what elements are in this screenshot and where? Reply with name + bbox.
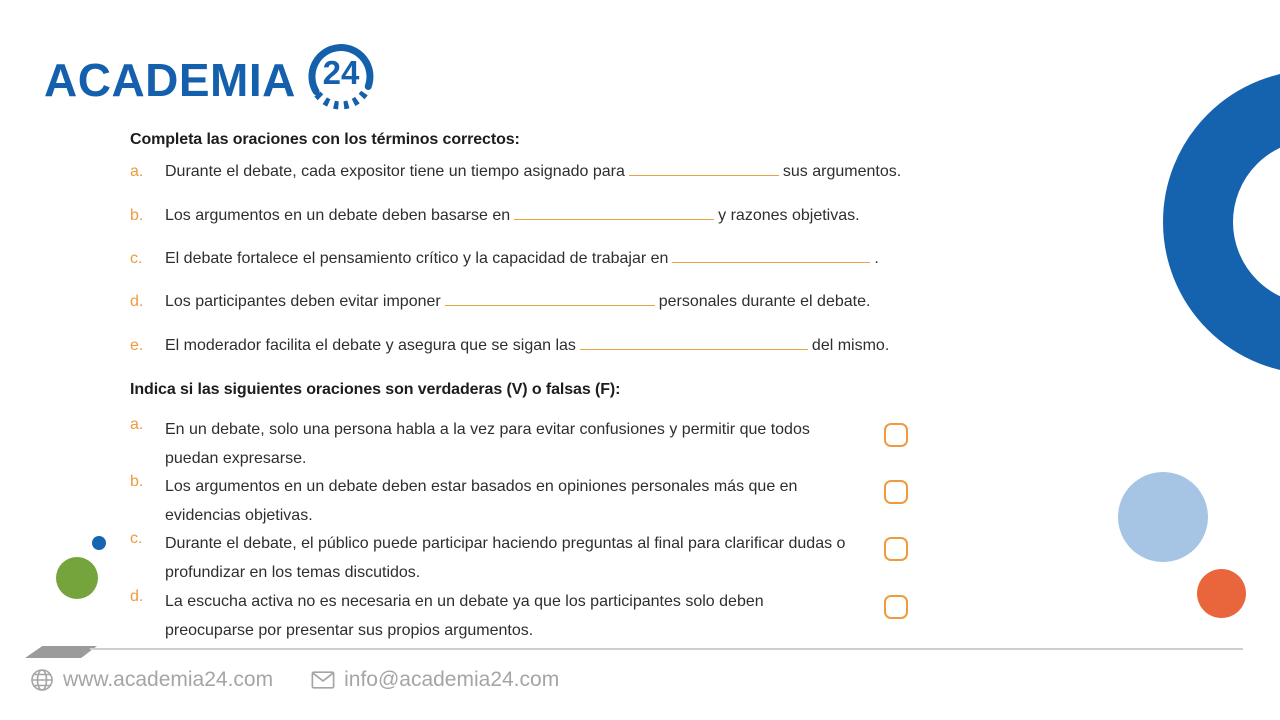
tf-checkbox-d[interactable]: [884, 595, 908, 619]
logo-wordmark: ACADEMIA: [44, 54, 296, 106]
item-letter: e.: [130, 337, 144, 354]
mail-icon: [311, 668, 335, 692]
orange-circle-decoration: [1197, 569, 1246, 618]
item-text-before: El debate fortalece el pensamiento crítico y la capacidad de trabajar en: [165, 250, 669, 267]
tf-item-c: [130, 530, 930, 587]
tf-item-a: [130, 416, 930, 473]
tf-item-text: La escucha activa no es necesaria en un debate ya que los participantes solo deben preocuparse por presentar sus propios argumentos.: [165, 593, 764, 639]
blank-line[interactable]: [580, 335, 808, 350]
blue-ring-decoration: [1163, 70, 1280, 374]
item-letter: c.: [130, 530, 143, 547]
blank-line[interactable]: [514, 205, 714, 220]
item-letter: b.: [130, 207, 144, 224]
item-letter: d.: [130, 588, 144, 605]
fill-item-a: [130, 161, 1130, 183]
item-text-after: personales durante el debate.: [658, 293, 871, 310]
footer: [30, 668, 559, 692]
fill-item-d: [130, 291, 1130, 313]
section1-title: Completa las oraciones con los términos correctos:: [130, 131, 520, 148]
footer-divider: [90, 648, 1243, 650]
item-letter: d.: [130, 293, 144, 310]
item-text-before: Los participantes deben evitar imponer: [165, 293, 441, 310]
item-letter: b.: [130, 473, 144, 490]
section2-title: Indica si las siguientes oraciones son verdaderas (V) o falsas (F):: [130, 381, 621, 398]
globe-icon: [30, 668, 54, 692]
item-text-before: Los argumentos en un debate deben basarse en: [165, 207, 511, 224]
logo: [44, 40, 382, 120]
green-circle-decoration: [56, 557, 98, 599]
item-letter: a.: [130, 416, 144, 433]
item-text-after: del mismo.: [811, 337, 890, 354]
fill-item-c: [130, 248, 1130, 270]
tf-item-text: En un debate, solo una persona habla a la vez para evitar confusiones y permitir que todos puedan expresarse.: [165, 421, 810, 467]
tf-item-d: [130, 588, 930, 645]
tf-item-text: Durante el debate, el público puede participar haciendo preguntas al final para clarificar dudas o profundizar en los temas discutidos.: [165, 535, 846, 581]
item-letter: a.: [130, 163, 144, 180]
fill-item-e: [130, 335, 1130, 357]
item-text-before: El moderador facilita el debate y asegura que se sigan las: [165, 337, 576, 354]
fill-item-b: [130, 205, 1130, 227]
blank-line[interactable]: [445, 291, 655, 306]
item-text-after: .: [874, 250, 879, 267]
blank-line[interactable]: [672, 248, 870, 263]
item-text-after: sus argumentos.: [782, 163, 902, 180]
item-text-after: y razones objetivas.: [718, 207, 860, 224]
tf-checkbox-b[interactable]: [884, 480, 908, 504]
blue-dot-decoration: [92, 536, 106, 550]
footer-website: www.academia24.com: [63, 668, 274, 691]
footer-accent-bar: [25, 646, 97, 658]
tf-checkbox-c[interactable]: [884, 537, 908, 561]
svg-text:24: 24: [322, 54, 360, 91]
footer-email: info@academia24.com: [344, 668, 560, 691]
blank-line[interactable]: [629, 161, 779, 176]
tf-item-text: Los argumentos en un debate deben estar basados en opiniones personales más que en evidencias objetivas.: [165, 478, 798, 524]
item-text-before: Durante el debate, cada expositor tiene un tiempo asignado para: [165, 163, 625, 180]
tf-item-b: [130, 473, 930, 530]
lightblue-circle-decoration: [1118, 472, 1208, 562]
clock-24-icon: [304, 40, 382, 120]
tf-checkbox-a[interactable]: [884, 423, 908, 447]
item-letter: c.: [130, 250, 143, 267]
